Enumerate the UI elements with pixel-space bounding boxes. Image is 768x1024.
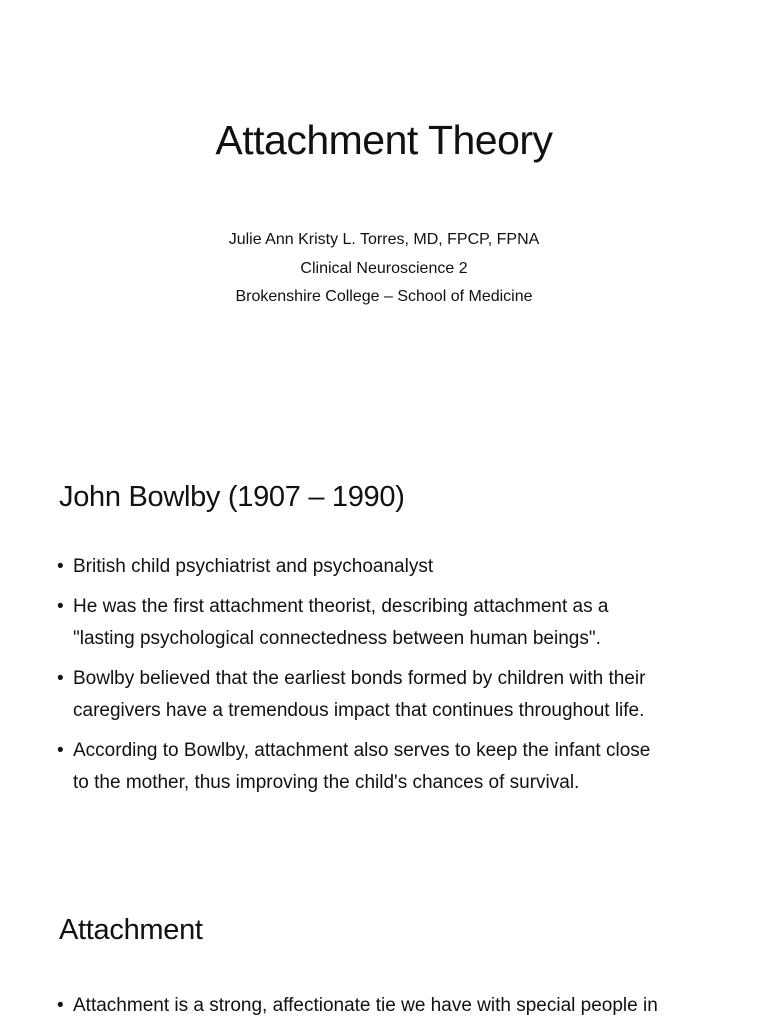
bowlby-bullet-list — [57, 551, 747, 807]
attachment-heading: Attachment — [59, 914, 203, 946]
bullet-line: • According to Bowlby, attachment also serves to keep the infant close — [73, 739, 651, 761]
bullet-line: • Attachment is a strong, affectionate tie we have with special people in — [73, 995, 658, 1016]
bullet-item — [57, 990, 747, 1023]
bowlby-heading: John Bowlby (1907 – 1990) — [59, 481, 405, 513]
bullet-line: • Bowlby believed that the earliest bonds formed by children with their — [73, 667, 646, 689]
bullet-item — [57, 551, 747, 584]
attachment-bullet-list — [57, 990, 747, 1024]
bullet-item — [57, 591, 747, 656]
bullet-line: to the mother, thus improving the child's chances of survival. — [73, 772, 580, 793]
course-line: Clinical Neuroscience 2 — [300, 259, 468, 277]
bullet-line: "lasting psychological connectedness between human beings". — [73, 628, 601, 649]
bullet-line: • He was the first attachment theorist, describing attachment as a — [73, 595, 609, 617]
bullet-line: • British child psychiatrist and psychoanalyst — [73, 556, 434, 577]
slide-subtitle — [0, 226, 768, 312]
bullet-line: caregivers have a tremendous impact that continues throughout life. — [73, 700, 645, 721]
school-line: Brokenshire College – School of Medicine — [235, 288, 533, 305]
author-line: Julie Ann Kristy L. Torres, MD, FPCP, FPNA — [228, 231, 540, 248]
slide-title: Attachment Theory — [215, 117, 553, 163]
bullet-item — [57, 735, 747, 800]
bullet-item — [57, 663, 747, 728]
